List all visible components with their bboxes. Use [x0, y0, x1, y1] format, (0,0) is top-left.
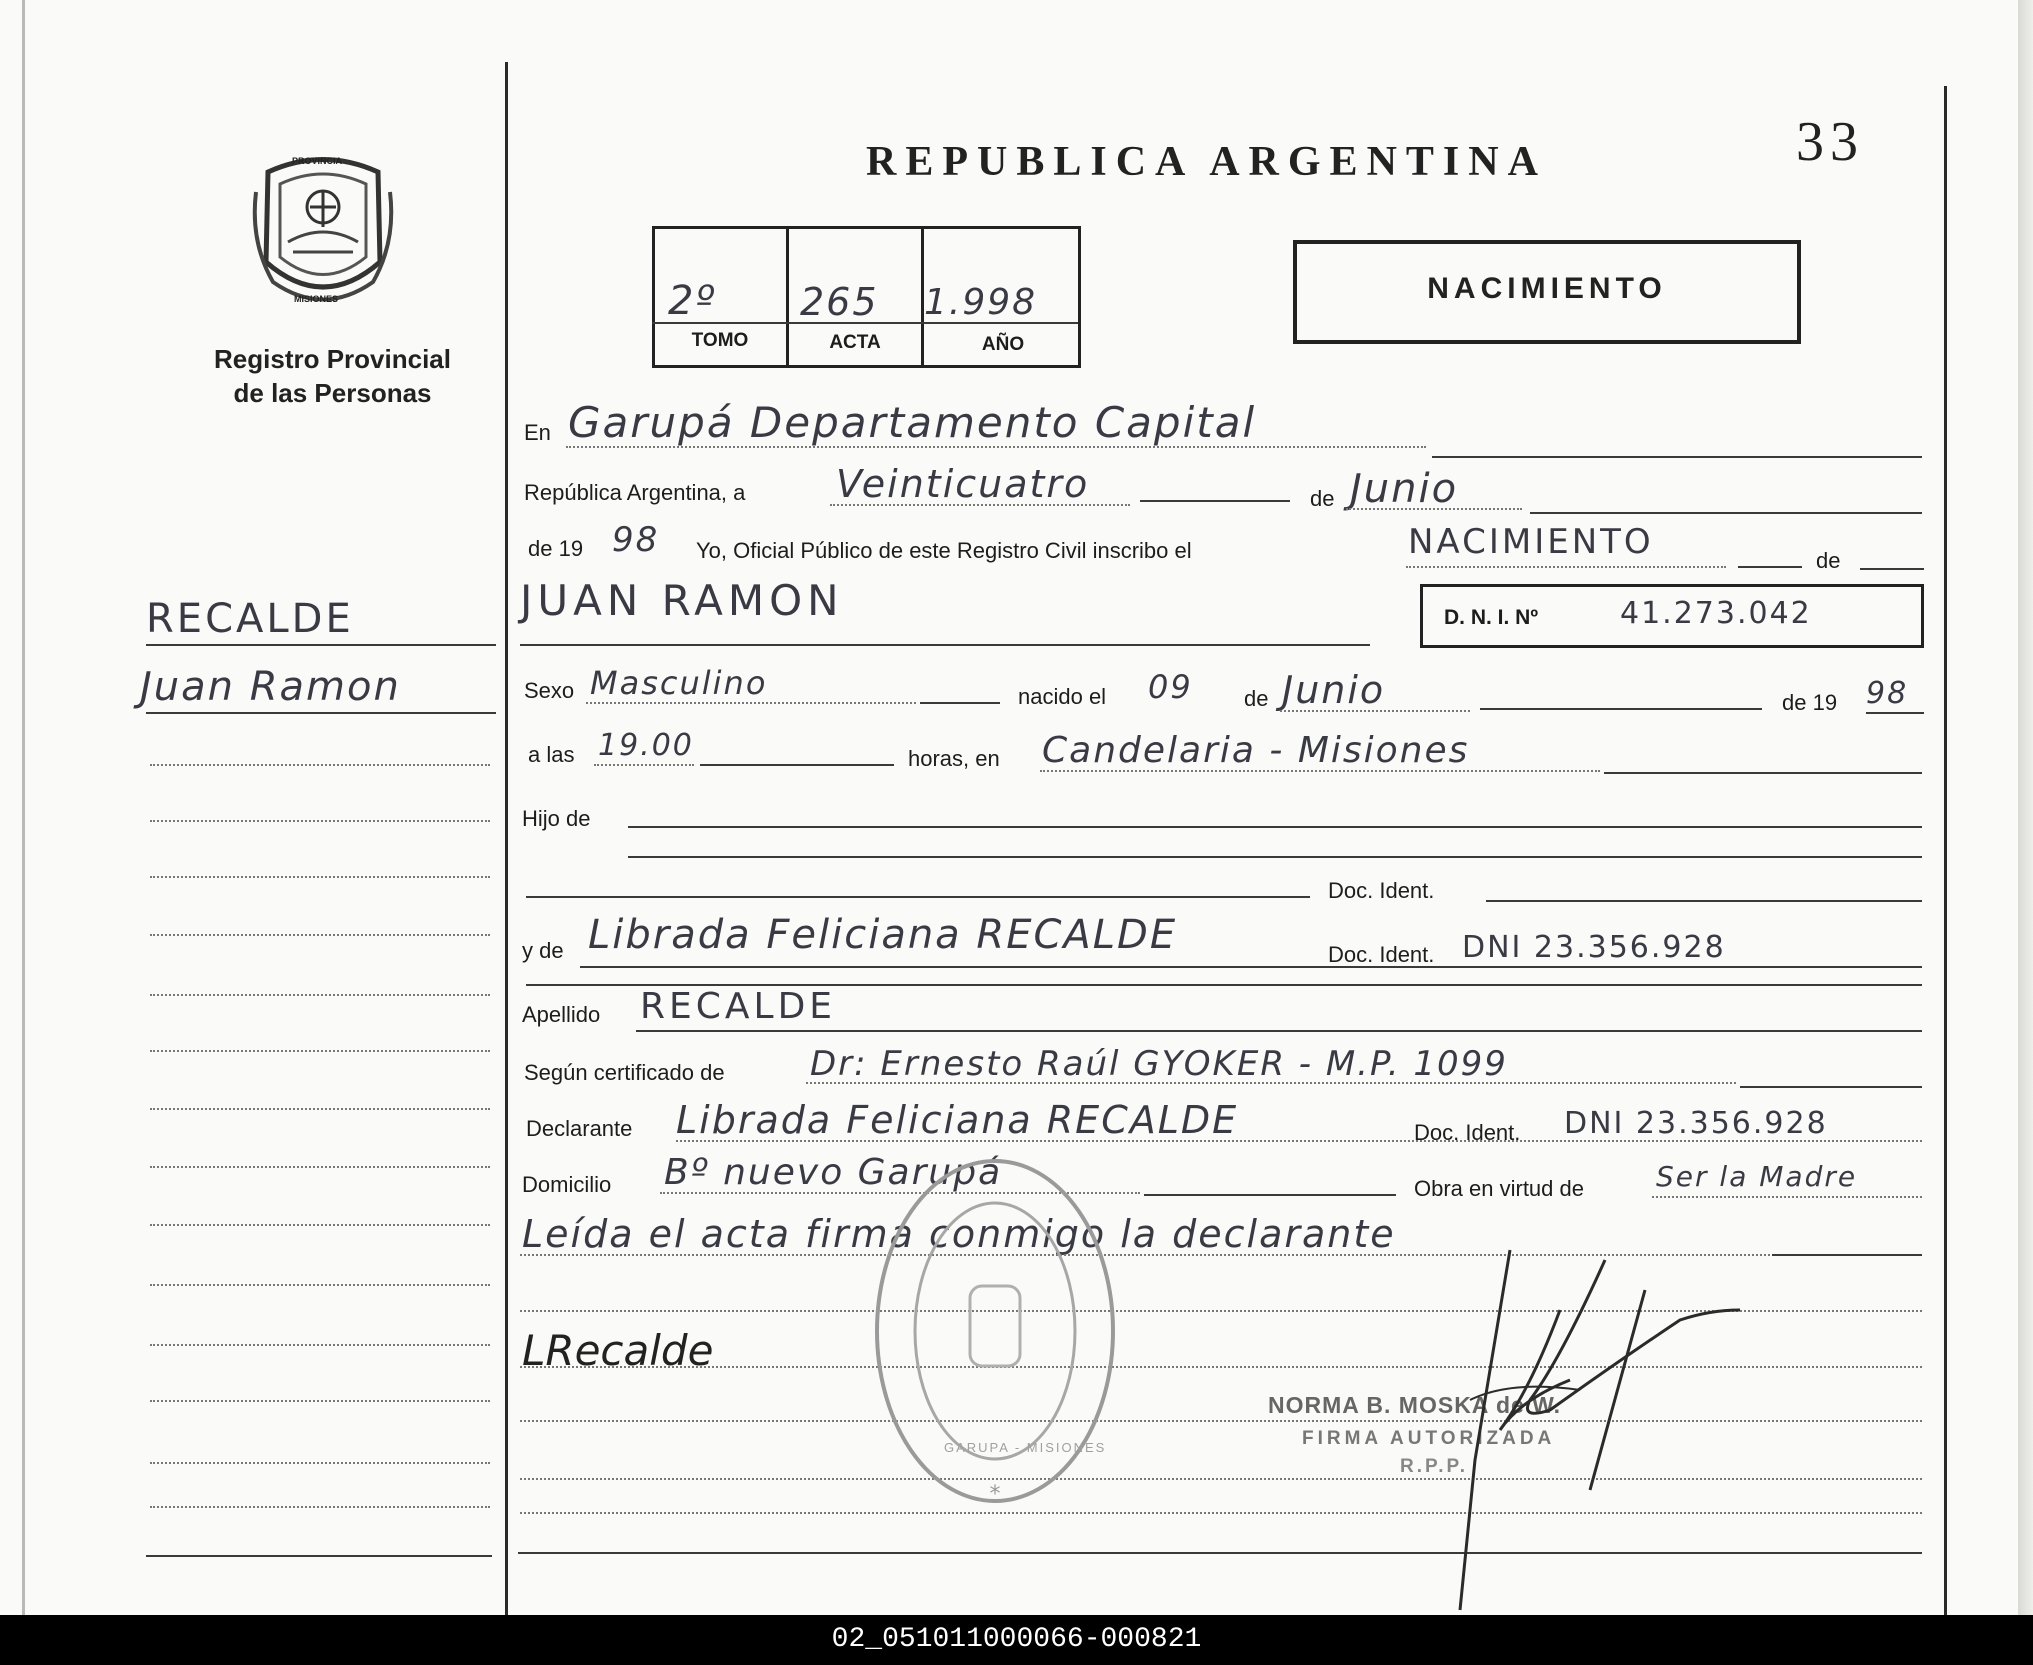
image-footer-code: 02_051011000066-000821 [0, 1615, 2033, 1665]
line-hora [594, 764, 694, 766]
page-number: 33 [1796, 111, 1864, 173]
label-segun: Según certificado de [524, 1060, 725, 1085]
line-mes-nac [1280, 710, 1470, 712]
margin-surname: RECALDE [146, 596, 354, 642]
label-de19-nac: de 19 [1782, 690, 1838, 715]
line-lugar [566, 446, 1426, 448]
tomo-value: 2º [668, 278, 717, 324]
value-declarante: Librada Feliciana RECALDE [676, 1098, 1239, 1142]
label-dni: D. N. I. Nº [1444, 606, 1539, 629]
page-binding [22, 0, 25, 1615]
tomo-label: TOMO [691, 330, 749, 351]
value-domicilio: Bº nuevo Garupá [664, 1152, 1003, 1193]
record-type: NACIMIENTO [1427, 272, 1667, 305]
margin-dotted-line [150, 1344, 490, 1346]
line-padre [526, 896, 1310, 898]
line-acto-tail [1860, 568, 1924, 570]
line-mes [1346, 508, 1522, 510]
label-hijo: Hijo de [522, 806, 591, 831]
official-name: NORMA B. MOSKA de W. [1268, 1392, 1562, 1418]
label-obra: Obra en virtud de [1414, 1176, 1584, 1201]
label-yo: Yo, Oficial Público de este Registro Civil inscribo el [696, 538, 1192, 563]
margin-dotted-line [150, 1108, 490, 1110]
declarant-signature: LRecalde [522, 1326, 714, 1375]
provincial-seal-icon [248, 152, 398, 317]
line-dia-end [1140, 500, 1290, 502]
value-lugar-nac: Candelaria - Misiones [1042, 730, 1470, 771]
value-mes-nac: Junio [1282, 668, 1386, 712]
line-mes-end [1530, 512, 1922, 514]
margin-rule [505, 62, 508, 1615]
margin-dotted-line [150, 1166, 490, 1168]
value-dia-letras: Veinticuatro [836, 462, 1090, 506]
stamp-inner-text: GARUPA - MISIONES [944, 1440, 1107, 1455]
line-dia [830, 504, 1130, 506]
label-republica: República Argentina, a [524, 480, 746, 505]
value-lectura: Leída el acta firma conmigo la declarante [522, 1212, 1396, 1256]
line-certificado [806, 1082, 1736, 1084]
registry-stamp [870, 1146, 1120, 1516]
label-doc-declarante: Doc. Ident. [1414, 1120, 1521, 1145]
margin-dotted-line [150, 820, 490, 822]
line-mes-nac-end [1480, 708, 1762, 710]
line-hijo-2 [628, 856, 1922, 858]
margin-dotted-line [150, 1462, 490, 1464]
right-rule [1944, 86, 1947, 1615]
value-dia-nac: 09 [1148, 668, 1193, 706]
value-acto: NACIMIENTO [1408, 522, 1654, 562]
line-lugar-nac-end [1604, 772, 1922, 774]
acta-label: ACTA [829, 332, 881, 353]
label-nacido: nacido el [1018, 684, 1107, 709]
margin-dotted-line [150, 1506, 490, 1508]
margin-line-1 [146, 644, 496, 646]
seal-bottom-text: MISIONES [294, 294, 339, 304]
line-madre [580, 966, 1922, 968]
label-de-mes-nac: de [1244, 686, 1269, 711]
margin-dotted-line [150, 934, 490, 936]
value-apellido: RECALDE [640, 986, 837, 1027]
label-apellido: Apellido [522, 1002, 601, 1027]
line-lugar-end [1432, 456, 1922, 458]
label-de-mes: de [1310, 486, 1335, 511]
acta-value: 265 [800, 280, 879, 324]
value-hora: 19.00 [598, 728, 694, 763]
registry-name-line2: de las Personas [233, 378, 432, 408]
value-ano-nac: 98 [1866, 676, 1909, 711]
margin-dotted-line [150, 1050, 490, 1052]
margin-given-names: Juan Ramon [140, 664, 401, 710]
value-nombre: JUAN RAMON [520, 576, 844, 625]
line-sexo [586, 702, 916, 704]
line-ano-nac [1866, 712, 1924, 714]
margin-bottom-line [146, 1555, 492, 1557]
line-obra [1652, 1196, 1922, 1198]
label-declarante: Declarante [526, 1116, 633, 1141]
line-doc-padre [1486, 900, 1922, 902]
label-sexo: Sexo [524, 678, 575, 703]
value-declarante-doc: DNI 23.356.928 [1564, 1106, 1828, 1141]
margin-dotted-line [150, 994, 490, 996]
value-sexo: Masculino [590, 664, 768, 702]
value-dni: 41.273.042 [1620, 596, 1812, 631]
official-title: FIRMA AUTORIZADA [1302, 1428, 1556, 1449]
label-domicilio: Domicilio [522, 1172, 612, 1197]
ano-label: AÑO [981, 334, 1025, 355]
official-office: R.P.P. [1400, 1456, 1469, 1477]
official-signature [1380, 1240, 1760, 1620]
label-doc-madre: Doc. Ident. [1328, 942, 1435, 967]
label-de-acto: de [1816, 548, 1841, 573]
line-domicilio-end [1144, 1194, 1396, 1196]
margin-dotted-line [150, 876, 490, 878]
label-de19: de 19 [528, 536, 584, 561]
label-horas: horas, en [908, 746, 1000, 771]
ano-value: 1.998 [924, 282, 1038, 323]
value-lugar: Garupá Departamento Capital [568, 398, 1257, 447]
value-madre: Librada Feliciana RECALDE [588, 912, 1178, 958]
value-ano-corto: 98 [612, 520, 660, 560]
line-certificado-end [1740, 1086, 1922, 1088]
label-yde: y de [522, 938, 564, 963]
line-sexo-end [920, 702, 1000, 704]
line-lectura-end [1772, 1254, 1922, 1256]
margin-dotted-line [150, 764, 490, 766]
line-acto [1406, 566, 1726, 568]
label-en: En [524, 420, 551, 445]
country-title: REPUBLICA ARGENTINA [866, 139, 1547, 185]
label-doc-padre: Doc. Ident. [1328, 878, 1435, 903]
value-certificado: Dr: Ernesto Raúl GYOKER - M.P. 1099 [810, 1044, 1508, 1084]
ref-divider-1 [786, 226, 789, 365]
registry-name-line1: Registro Provincial [214, 344, 451, 374]
margin-dotted-line [150, 1284, 490, 1286]
seal-top-text: PROVINCIA [292, 156, 343, 166]
label-alas: a las [528, 742, 575, 767]
line-acto-end [1738, 566, 1802, 568]
value-mes: Junio [1350, 466, 1459, 512]
margin-dotted-line [150, 1400, 490, 1402]
line-nombre [520, 644, 1370, 646]
line-hijo [628, 826, 1922, 828]
line-declarante [676, 1140, 1922, 1142]
margin-dotted-line [150, 1224, 490, 1226]
line-hora-end [700, 764, 894, 766]
svg-text:*: * [989, 1482, 1001, 1507]
value-madre-doc: DNI 23.356.928 [1462, 930, 1726, 965]
line-lugar-nac [1040, 770, 1600, 772]
value-obra: Ser la Madre [1656, 1160, 1858, 1193]
line-apellido [636, 1030, 1922, 1032]
margin-line-2 [146, 712, 496, 714]
page-edge [2018, 0, 2033, 1615]
